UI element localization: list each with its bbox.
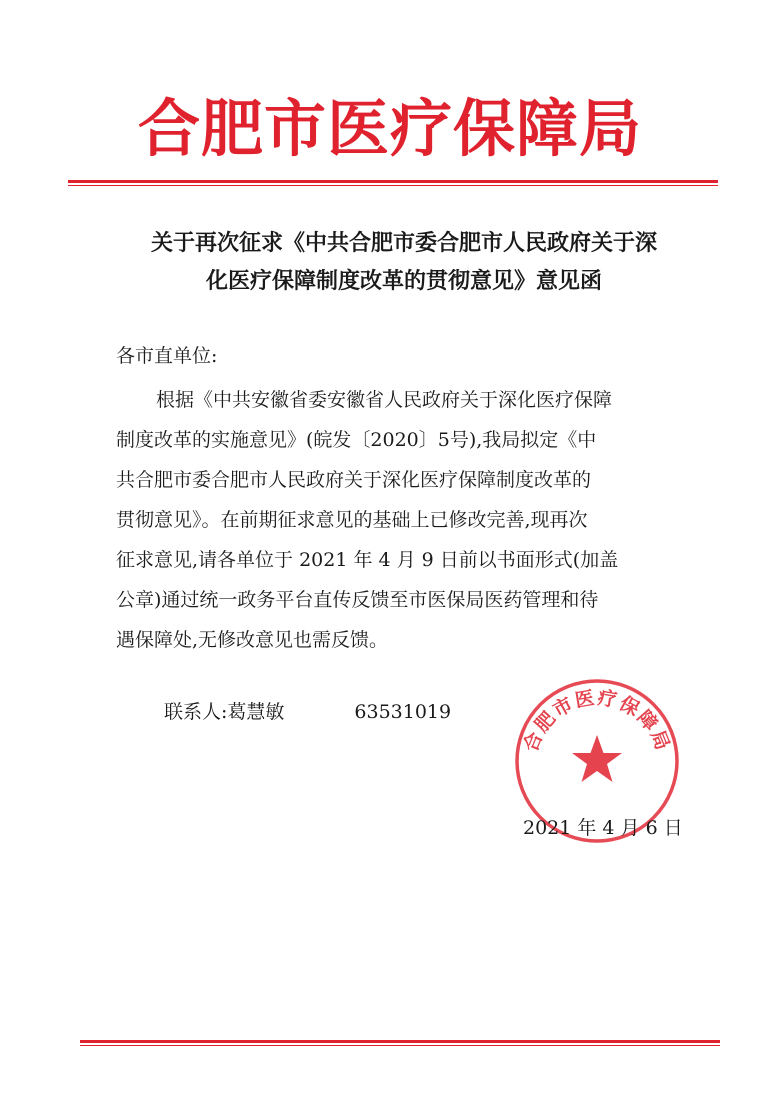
body-line: 征求意见,请各单位于 2021 年 4 月 9 日前以书面形式(加盖 <box>116 549 619 571</box>
body-line: 共合肥市委合肥市人民政府关于深化医疗保障制度改革的 <box>116 469 592 491</box>
footer-rule-thin <box>80 1045 720 1046</box>
seal-star-icon <box>572 735 622 782</box>
agency-header-title: 合肥市医疗保障局 <box>137 92 642 165</box>
contact-person: 联系人:葛慧敏 <box>164 701 285 723</box>
seal-text: 合肥市医疗保障局 <box>519 686 675 755</box>
document-title-line-1: 关于再次征求《中共合肥市委合肥市人民政府关于深 <box>150 230 657 256</box>
header-rule-thick <box>68 180 718 183</box>
header-rule-thin <box>68 185 718 186</box>
contact-info <box>164 698 451 726</box>
body-line: 贯彻意见》。在前期征求意见的基础上已修改完善,现再次 <box>116 509 588 531</box>
body-line: 制度改革的实施意见》(皖发〔2020〕5号),我局拟定《中 <box>116 429 597 451</box>
body-line: 公章)通过统一政务平台直传反馈至市医保局医药管理和待 <box>116 589 599 611</box>
body-line: 根据《中共安徽省委安徽省人民政府关于深化医疗保障 <box>156 389 613 411</box>
salutation: 各市直单位: <box>116 345 218 367</box>
body-paragraph <box>116 380 676 660</box>
contact-phone: 63531019 <box>354 701 452 723</box>
document-title-line-2: 化医疗保障制度改革的贯彻意见》意见函 <box>205 268 602 294</box>
body-line: 遇保障处,无修改意见也需反馈。 <box>116 629 389 651</box>
document-title <box>104 224 704 300</box>
document-date: 2021 年 4 月 6 日 <box>523 817 683 839</box>
footer-rule-thick <box>80 1040 720 1043</box>
